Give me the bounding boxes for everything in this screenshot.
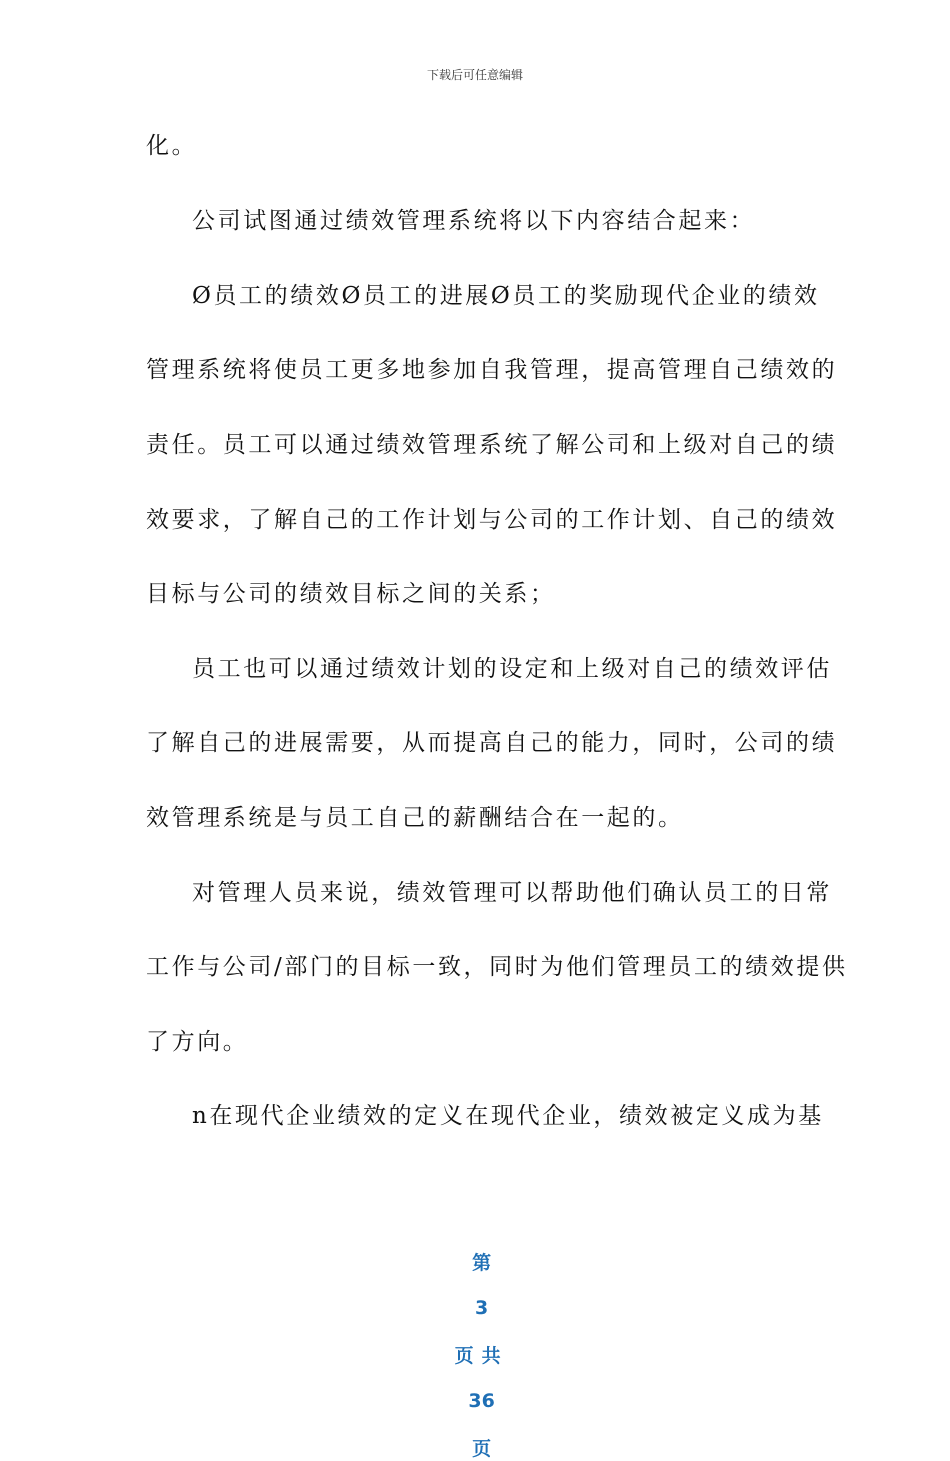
text-line: 了解自己的进展需要，从而提高自己的能力，同时，公司的绩 — [146, 730, 838, 756]
page-label-prefix: 第 — [472, 1252, 492, 1274]
text-line: 工作与公司/部门的目标一致，同时为他们管理员工的绩效提供 — [146, 954, 848, 980]
text-line: 责任。员工可以通过绩效管理系统了解公司和上级对自己的绩 — [146, 432, 838, 458]
text-line: Ø员工的绩效Ø员工的进展Ø员工的奖励现代企业的绩效 — [192, 283, 820, 309]
text-line: 化。 — [146, 133, 198, 159]
page-label-suffix: 页 — [472, 1438, 492, 1460]
text-line: 效要求，了解自己的工作计划与公司的工作计划、自己的绩效 — [146, 507, 838, 533]
text-line: 员工也可以通过绩效计划的设定和上级对自己的绩效评估 — [192, 656, 832, 682]
text-line: 了方向。 — [146, 1029, 249, 1055]
text-line: 公司试图通过绩效管理系统将以下内容结合起来： — [192, 208, 756, 234]
header-note: 下载后可任意编辑 — [426, 68, 523, 82]
current-page-number: 3 — [475, 1297, 489, 1319]
text-line: n在现代企业绩效的定义在现代企业，绩效被定义成为基 — [192, 1103, 824, 1129]
text-line: 对管理人员来说，绩效管理可以帮助他们确认员工的日常 — [192, 880, 832, 906]
page-label-mid: 页共 — [454, 1345, 509, 1367]
text-line: 管理系统将使员工更多地参加自我管理，提高管理自己绩效的 — [146, 357, 838, 383]
total-pages-number: 36 — [468, 1390, 495, 1412]
text-line: 目标与公司的绩效目标之间的关系； — [146, 581, 556, 607]
text-line: 效管理系统是与员工自己的薪酬结合在一起的。 — [146, 805, 684, 831]
